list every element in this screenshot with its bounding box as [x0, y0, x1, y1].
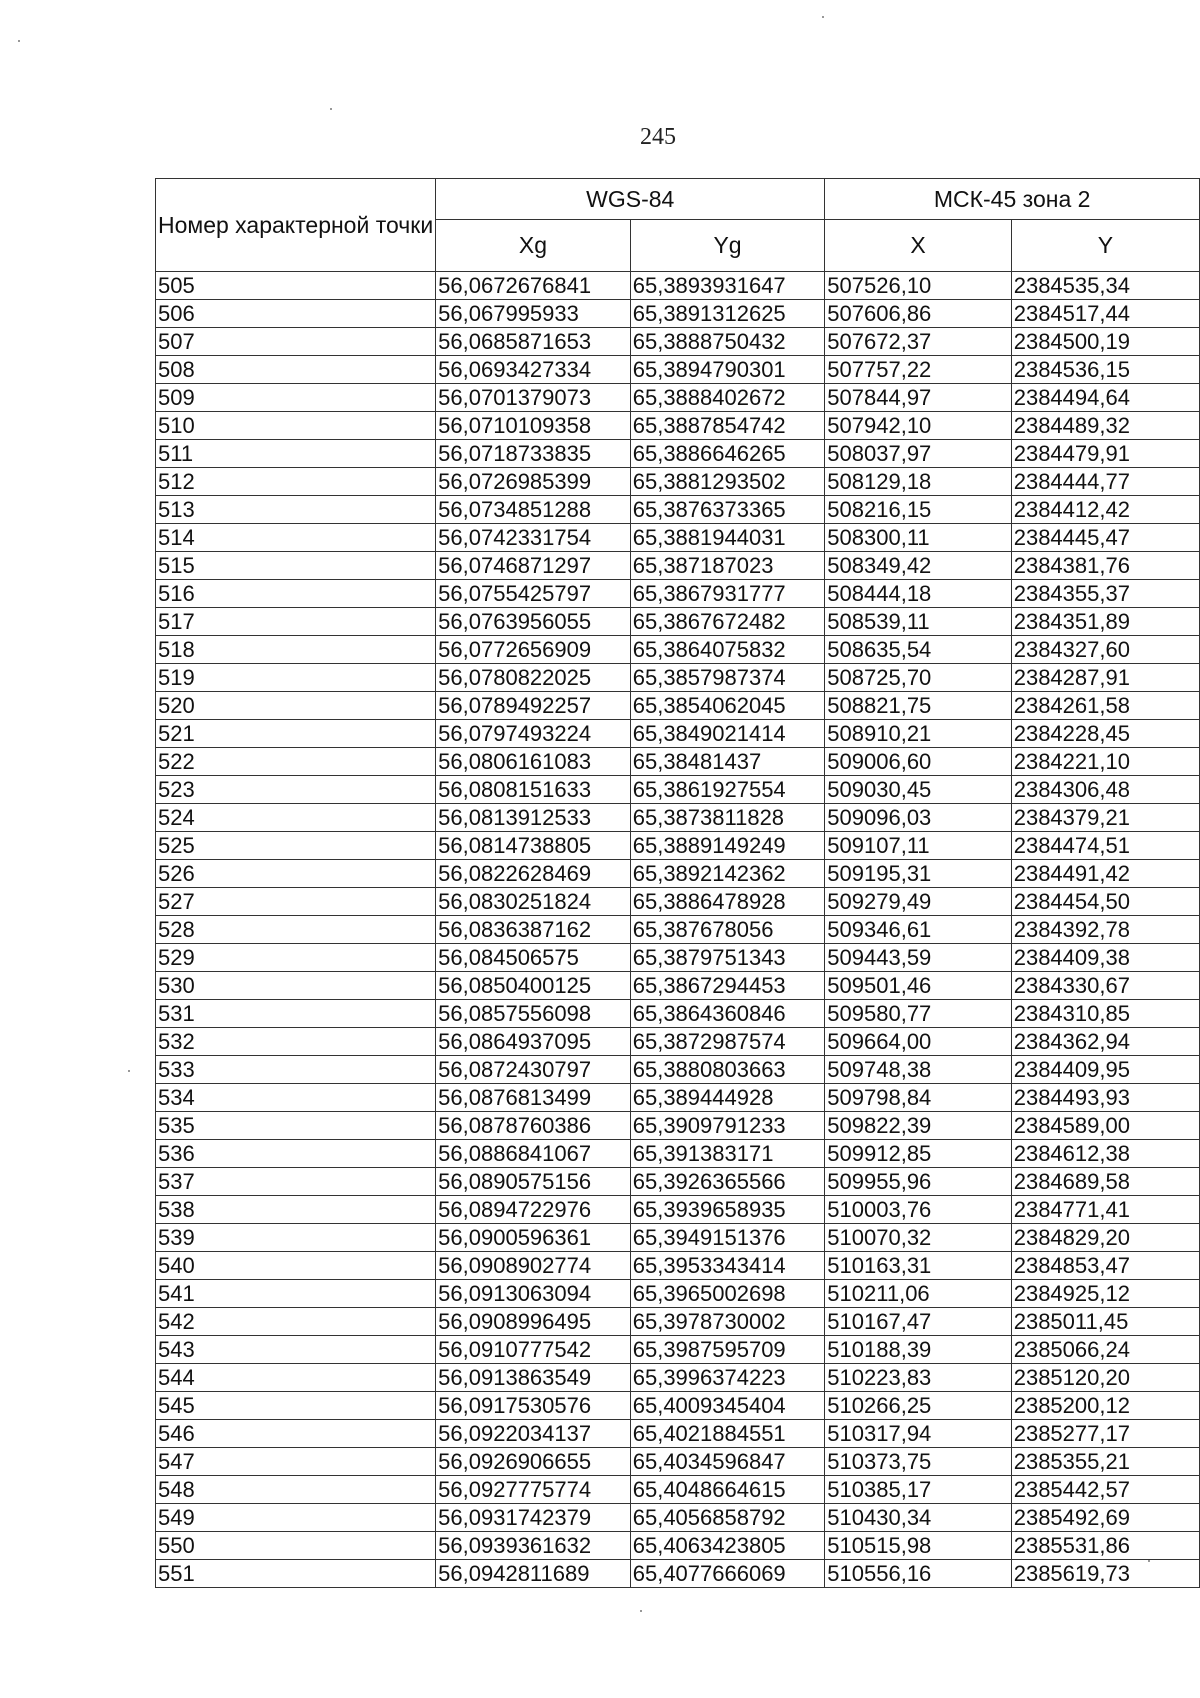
- coordinates-table: [155, 178, 1200, 1588]
- cell-x: 509195,31: [825, 860, 1011, 888]
- cell-y: 2385619,73: [1011, 1560, 1199, 1588]
- cell-x: 507942,10: [825, 412, 1011, 440]
- cell-x: 508539,11: [825, 608, 1011, 636]
- cell-yg: 65,3872987574: [630, 1028, 825, 1056]
- cell-xg: 56,0942811689: [436, 1560, 631, 1588]
- header-xg: Xg: [436, 220, 631, 272]
- cell-xg: 56,0878760386: [436, 1112, 631, 1140]
- cell-x: 510167,47: [825, 1308, 1011, 1336]
- cell-yg: 65,4021884551: [630, 1420, 825, 1448]
- cell-yg: 65,4009345404: [630, 1392, 825, 1420]
- cell-x: 509798,84: [825, 1084, 1011, 1112]
- cell-yg: 65,3939658935: [630, 1196, 825, 1224]
- table-row: [156, 1336, 1200, 1364]
- cell-x: 509912,85: [825, 1140, 1011, 1168]
- page-number: 245: [640, 124, 676, 150]
- cell-xg: 56,0926906655: [436, 1448, 631, 1476]
- cell-point-number: 549: [156, 1504, 436, 1532]
- scan-speck: [330, 108, 332, 110]
- scan-speck: [128, 1070, 130, 1072]
- header-point-number: Номер характерной точки: [156, 179, 436, 272]
- cell-point-number: 540: [156, 1252, 436, 1280]
- cell-point-number: 534: [156, 1084, 436, 1112]
- cell-y: 2385066,24: [1011, 1336, 1199, 1364]
- cell-point-number: 516: [156, 580, 436, 608]
- cell-point-number: 538: [156, 1196, 436, 1224]
- cell-xg: 56,0876813499: [436, 1084, 631, 1112]
- cell-yg: 65,3909791233: [630, 1112, 825, 1140]
- cell-point-number: 524: [156, 804, 436, 832]
- cell-y: 2384362,94: [1011, 1028, 1199, 1056]
- cell-xg: 56,0872430797: [436, 1056, 631, 1084]
- cell-yg: 65,3861927554: [630, 776, 825, 804]
- cell-x: 508300,11: [825, 524, 1011, 552]
- cell-point-number: 505: [156, 272, 436, 300]
- cell-yg: 65,3880803663: [630, 1056, 825, 1084]
- cell-xg: 56,0808151633: [436, 776, 631, 804]
- table-row: [156, 916, 1200, 944]
- cell-point-number: 509: [156, 384, 436, 412]
- cell-y: 2384479,91: [1011, 440, 1199, 468]
- cell-xg: 56,0780822025: [436, 664, 631, 692]
- cell-point-number: 546: [156, 1420, 436, 1448]
- cell-x: 510515,98: [825, 1532, 1011, 1560]
- cell-x: 508349,42: [825, 552, 1011, 580]
- cell-xg: 56,0913863549: [436, 1364, 631, 1392]
- table-row: [156, 1196, 1200, 1224]
- table-row: [156, 1280, 1200, 1308]
- table-row: [156, 1448, 1200, 1476]
- cell-y: 2384351,89: [1011, 608, 1199, 636]
- table-row: [156, 1504, 1200, 1532]
- cell-point-number: 510: [156, 412, 436, 440]
- table-row: [156, 636, 1200, 664]
- cell-xg: 56,0806161083: [436, 748, 631, 776]
- cell-xg: 56,0886841067: [436, 1140, 631, 1168]
- cell-xg: 56,0922034137: [436, 1420, 631, 1448]
- cell-y: 2384612,38: [1011, 1140, 1199, 1168]
- header-msk45-group: МСК-45 зона 2: [825, 179, 1200, 220]
- table-row: [156, 860, 1200, 888]
- cell-point-number: 528: [156, 916, 436, 944]
- cell-y: 2384228,45: [1011, 720, 1199, 748]
- cell-x: 508444,18: [825, 580, 1011, 608]
- cell-y: 2384444,77: [1011, 468, 1199, 496]
- table-row: [156, 356, 1200, 384]
- cell-y: 2385200,12: [1011, 1392, 1199, 1420]
- cell-xg: 56,0734851288: [436, 496, 631, 524]
- cell-yg: 65,3987595709: [630, 1336, 825, 1364]
- cell-y: 2384500,19: [1011, 328, 1199, 356]
- cell-y: 2384261,58: [1011, 692, 1199, 720]
- scan-speck: [1148, 1560, 1150, 1562]
- cell-yg: 65,3873811828: [630, 804, 825, 832]
- cell-point-number: 542: [156, 1308, 436, 1336]
- table-row: [156, 1140, 1200, 1168]
- cell-y: 2385355,21: [1011, 1448, 1199, 1476]
- cell-y: 2384494,64: [1011, 384, 1199, 412]
- cell-xg: 56,0701379073: [436, 384, 631, 412]
- cell-point-number: 547: [156, 1448, 436, 1476]
- cell-x: 509107,11: [825, 832, 1011, 860]
- table-row: [156, 272, 1200, 300]
- cell-point-number: 511: [156, 440, 436, 468]
- cell-yg: 65,3891312625: [630, 300, 825, 328]
- cell-point-number: 512: [156, 468, 436, 496]
- cell-xg: 56,0890575156: [436, 1168, 631, 1196]
- cell-x: 510003,76: [825, 1196, 1011, 1224]
- cell-yg: 65,3893931647: [630, 272, 825, 300]
- table-row: [156, 804, 1200, 832]
- cell-y: 2384409,95: [1011, 1056, 1199, 1084]
- cell-y: 2384535,34: [1011, 272, 1199, 300]
- table-row: [156, 776, 1200, 804]
- cell-yg: 65,3864075832: [630, 636, 825, 664]
- cell-y: 2384493,93: [1011, 1084, 1199, 1112]
- cell-yg: 65,3996374223: [630, 1364, 825, 1392]
- header-x: X: [825, 220, 1011, 272]
- cell-y: 2384355,37: [1011, 580, 1199, 608]
- cell-y: 2384489,32: [1011, 412, 1199, 440]
- cell-xg: 56,0789492257: [436, 692, 631, 720]
- cell-yg: 65,3854062045: [630, 692, 825, 720]
- table-row: [156, 944, 1200, 972]
- table-row: [156, 552, 1200, 580]
- cell-yg: 65,3886646265: [630, 440, 825, 468]
- cell-x: 510163,31: [825, 1252, 1011, 1280]
- cell-y: 2384589,00: [1011, 1112, 1199, 1140]
- cell-xg: 56,0726985399: [436, 468, 631, 496]
- cell-y: 2384771,41: [1011, 1196, 1199, 1224]
- cell-yg: 65,3978730002: [630, 1308, 825, 1336]
- cell-y: 2384829,20: [1011, 1224, 1199, 1252]
- cell-point-number: 521: [156, 720, 436, 748]
- cell-y: 2384853,47: [1011, 1252, 1199, 1280]
- cell-y: 2384310,85: [1011, 1000, 1199, 1028]
- cell-yg: 65,389444928: [630, 1084, 825, 1112]
- cell-y: 2384454,50: [1011, 888, 1199, 916]
- cell-point-number: 506: [156, 300, 436, 328]
- cell-y: 2384330,67: [1011, 972, 1199, 1000]
- cell-point-number: 526: [156, 860, 436, 888]
- table-row: [156, 1392, 1200, 1420]
- table-row: [156, 888, 1200, 916]
- cell-yg: 65,391383171: [630, 1140, 825, 1168]
- table-row: [156, 664, 1200, 692]
- table-row: [156, 692, 1200, 720]
- cell-point-number: 539: [156, 1224, 436, 1252]
- cell-y: 2385531,86: [1011, 1532, 1199, 1560]
- table-row: [156, 300, 1200, 328]
- cell-xg: 56,0939361632: [436, 1532, 631, 1560]
- cell-x: 507757,22: [825, 356, 1011, 384]
- cell-y: 2384381,76: [1011, 552, 1199, 580]
- cell-yg: 65,3864360846: [630, 1000, 825, 1028]
- cell-x: 510070,32: [825, 1224, 1011, 1252]
- cell-point-number: 532: [156, 1028, 436, 1056]
- cell-x: 509664,00: [825, 1028, 1011, 1056]
- cell-xg: 56,0910777542: [436, 1336, 631, 1364]
- cell-xg: 56,0908996495: [436, 1308, 631, 1336]
- cell-yg: 65,3876373365: [630, 496, 825, 524]
- cell-x: 510317,94: [825, 1420, 1011, 1448]
- cell-yg: 65,3849021414: [630, 720, 825, 748]
- cell-point-number: 550: [156, 1532, 436, 1560]
- cell-x: 510188,39: [825, 1336, 1011, 1364]
- table-row: [156, 580, 1200, 608]
- cell-xg: 56,0913063094: [436, 1280, 631, 1308]
- table-header: [156, 179, 1200, 272]
- cell-yg: 65,4034596847: [630, 1448, 825, 1476]
- cell-point-number: 515: [156, 552, 436, 580]
- cell-y: 2384327,60: [1011, 636, 1199, 664]
- cell-y: 2384491,42: [1011, 860, 1199, 888]
- table-row: [156, 748, 1200, 776]
- cell-xg: 56,0900596361: [436, 1224, 631, 1252]
- cell-x: 509346,61: [825, 916, 1011, 944]
- cell-yg: 65,387678056: [630, 916, 825, 944]
- cell-x: 510430,34: [825, 1504, 1011, 1532]
- cell-yg: 65,3888402672: [630, 384, 825, 412]
- cell-y: 2384925,12: [1011, 1280, 1199, 1308]
- cell-yg: 65,3965002698: [630, 1280, 825, 1308]
- cell-xg: 56,0693427334: [436, 356, 631, 384]
- table-row: [156, 1112, 1200, 1140]
- cell-yg: 65,3892142362: [630, 860, 825, 888]
- cell-x: 510556,16: [825, 1560, 1011, 1588]
- cell-x: 510211,06: [825, 1280, 1011, 1308]
- table-row: [156, 1560, 1200, 1588]
- cell-xg: 56,0908902774: [436, 1252, 631, 1280]
- cell-x: 509279,49: [825, 888, 1011, 916]
- cell-x: 508635,54: [825, 636, 1011, 664]
- cell-xg: 56,0685871653: [436, 328, 631, 356]
- cell-point-number: 545: [156, 1392, 436, 1420]
- cell-x: 509096,03: [825, 804, 1011, 832]
- cell-point-number: 537: [156, 1168, 436, 1196]
- cell-yg: 65,4056858792: [630, 1504, 825, 1532]
- table-row: [156, 972, 1200, 1000]
- cell-y: 2385277,17: [1011, 1420, 1199, 1448]
- cell-xg: 56,0763956055: [436, 608, 631, 636]
- cell-y: 2384379,21: [1011, 804, 1199, 832]
- cell-point-number: 527: [156, 888, 436, 916]
- cell-xg: 56,0822628469: [436, 860, 631, 888]
- cell-yg: 65,3887854742: [630, 412, 825, 440]
- cell-xg: 56,0718733835: [436, 440, 631, 468]
- cell-y: 2384474,51: [1011, 832, 1199, 860]
- cell-xg: 56,0917530576: [436, 1392, 631, 1420]
- cell-xg: 56,0836387162: [436, 916, 631, 944]
- cell-yg: 65,3888750432: [630, 328, 825, 356]
- table-row: [156, 832, 1200, 860]
- cell-xg: 56,0797493224: [436, 720, 631, 748]
- cell-y: 2384392,78: [1011, 916, 1199, 944]
- cell-yg: 65,3953343414: [630, 1252, 825, 1280]
- table-row: [156, 1168, 1200, 1196]
- cell-x: 507844,97: [825, 384, 1011, 412]
- table-row: [156, 1476, 1200, 1504]
- table-row: [156, 384, 1200, 412]
- cell-x: 509501,46: [825, 972, 1011, 1000]
- cell-yg: 65,3926365566: [630, 1168, 825, 1196]
- cell-y: 2384221,10: [1011, 748, 1199, 776]
- cell-yg: 65,3867672482: [630, 608, 825, 636]
- scan-speck: [640, 1610, 642, 1612]
- cell-yg: 65,3867294453: [630, 972, 825, 1000]
- cell-x: 510266,25: [825, 1392, 1011, 1420]
- table-row: [156, 328, 1200, 356]
- cell-x: 507672,37: [825, 328, 1011, 356]
- cell-x: 508216,15: [825, 496, 1011, 524]
- cell-yg: 65,387187023: [630, 552, 825, 580]
- cell-x: 508037,97: [825, 440, 1011, 468]
- scan-speck: [822, 16, 824, 18]
- cell-point-number: 522: [156, 748, 436, 776]
- table-row: [156, 524, 1200, 552]
- cell-xg: 56,0772656909: [436, 636, 631, 664]
- cell-yg: 65,3949151376: [630, 1224, 825, 1252]
- cell-xg: 56,0813912533: [436, 804, 631, 832]
- cell-x: 508129,18: [825, 468, 1011, 496]
- cell-yg: 65,3894790301: [630, 356, 825, 384]
- cell-x: 510223,83: [825, 1364, 1011, 1392]
- cell-yg: 65,3886478928: [630, 888, 825, 916]
- cell-point-number: 525: [156, 832, 436, 860]
- cell-y: 2384445,47: [1011, 524, 1199, 552]
- cell-y: 2385120,20: [1011, 1364, 1199, 1392]
- cell-point-number: 533: [156, 1056, 436, 1084]
- cell-xg: 56,0850400125: [436, 972, 631, 1000]
- cell-xg: 56,084506575: [436, 944, 631, 972]
- table-row: [156, 1056, 1200, 1084]
- table-row: [156, 1252, 1200, 1280]
- cell-point-number: 517: [156, 608, 436, 636]
- cell-point-number: 536: [156, 1140, 436, 1168]
- cell-x: 509955,96: [825, 1168, 1011, 1196]
- cell-y: 2384306,48: [1011, 776, 1199, 804]
- cell-y: 2385442,57: [1011, 1476, 1199, 1504]
- header-wgs84-group: WGS-84: [436, 179, 825, 220]
- table-body: [156, 272, 1200, 1588]
- cell-xg: 56,0931742379: [436, 1504, 631, 1532]
- cell-y: 2384409,38: [1011, 944, 1199, 972]
- cell-point-number: 523: [156, 776, 436, 804]
- cell-x: 509822,39: [825, 1112, 1011, 1140]
- cell-y: 2384287,91: [1011, 664, 1199, 692]
- cell-point-number: 530: [156, 972, 436, 1000]
- table-row: [156, 1420, 1200, 1448]
- cell-yg: 65,38481437: [630, 748, 825, 776]
- cell-x: 509443,59: [825, 944, 1011, 972]
- cell-xg: 56,0894722976: [436, 1196, 631, 1224]
- cell-x: 508910,21: [825, 720, 1011, 748]
- table-row: [156, 496, 1200, 524]
- table-row: [156, 1532, 1200, 1560]
- cell-point-number: 548: [156, 1476, 436, 1504]
- cell-x: 508725,70: [825, 664, 1011, 692]
- cell-xg: 56,0864937095: [436, 1028, 631, 1056]
- cell-yg: 65,3881293502: [630, 468, 825, 496]
- table-row: [156, 468, 1200, 496]
- cell-x: 507606,86: [825, 300, 1011, 328]
- cell-yg: 65,4063423805: [630, 1532, 825, 1560]
- cell-point-number: 518: [156, 636, 436, 664]
- cell-xg: 56,0672676841: [436, 272, 631, 300]
- table-row: [156, 608, 1200, 636]
- cell-x: 508821,75: [825, 692, 1011, 720]
- cell-y: 2384689,58: [1011, 1168, 1199, 1196]
- cell-point-number: 535: [156, 1112, 436, 1140]
- cell-point-number: 543: [156, 1336, 436, 1364]
- cell-point-number: 520: [156, 692, 436, 720]
- cell-xg: 56,0746871297: [436, 552, 631, 580]
- cell-x: 509580,77: [825, 1000, 1011, 1028]
- cell-y: 2385492,69: [1011, 1504, 1199, 1532]
- cell-y: 2384536,15: [1011, 356, 1199, 384]
- cell-point-number: 551: [156, 1560, 436, 1588]
- cell-point-number: 544: [156, 1364, 436, 1392]
- cell-xg: 56,0755425797: [436, 580, 631, 608]
- cell-xg: 56,0857556098: [436, 1000, 631, 1028]
- cell-point-number: 514: [156, 524, 436, 552]
- table-row: [156, 1000, 1200, 1028]
- table-row: [156, 720, 1200, 748]
- cell-yg: 65,3889149249: [630, 832, 825, 860]
- cell-point-number: 507: [156, 328, 436, 356]
- table-row: [156, 1224, 1200, 1252]
- table-row: [156, 412, 1200, 440]
- cell-x: 509748,38: [825, 1056, 1011, 1084]
- header-y: Y: [1011, 220, 1199, 272]
- table-row: [156, 1308, 1200, 1336]
- cell-y: 2384517,44: [1011, 300, 1199, 328]
- cell-xg: 56,0742331754: [436, 524, 631, 552]
- cell-yg: 65,3867931777: [630, 580, 825, 608]
- cell-xg: 56,067995933: [436, 300, 631, 328]
- cell-x: 509030,45: [825, 776, 1011, 804]
- cell-yg: 65,3879751343: [630, 944, 825, 972]
- header-yg: Yg: [630, 220, 825, 272]
- table-row: [156, 1084, 1200, 1112]
- cell-point-number: 508: [156, 356, 436, 384]
- cell-xg: 56,0830251824: [436, 888, 631, 916]
- table-row: [156, 1364, 1200, 1392]
- cell-xg: 56,0927775774: [436, 1476, 631, 1504]
- cell-y: 2385011,45: [1011, 1308, 1199, 1336]
- cell-xg: 56,0814738805: [436, 832, 631, 860]
- cell-xg: 56,0710109358: [436, 412, 631, 440]
- cell-x: 510373,75: [825, 1448, 1011, 1476]
- cell-x: 509006,60: [825, 748, 1011, 776]
- cell-x: 510385,17: [825, 1476, 1011, 1504]
- cell-x: 507526,10: [825, 272, 1011, 300]
- cell-yg: 65,3881944031: [630, 524, 825, 552]
- cell-yg: 65,3857987374: [630, 664, 825, 692]
- cell-point-number: 541: [156, 1280, 436, 1308]
- cell-point-number: 519: [156, 664, 436, 692]
- cell-y: 2384412,42: [1011, 496, 1199, 524]
- cell-point-number: 513: [156, 496, 436, 524]
- cell-point-number: 529: [156, 944, 436, 972]
- scan-speck: [18, 40, 20, 42]
- cell-point-number: 531: [156, 1000, 436, 1028]
- cell-yg: 65,4048664615: [630, 1476, 825, 1504]
- table-row: [156, 1028, 1200, 1056]
- table-row: [156, 440, 1200, 468]
- cell-yg: 65,4077666069: [630, 1560, 825, 1588]
